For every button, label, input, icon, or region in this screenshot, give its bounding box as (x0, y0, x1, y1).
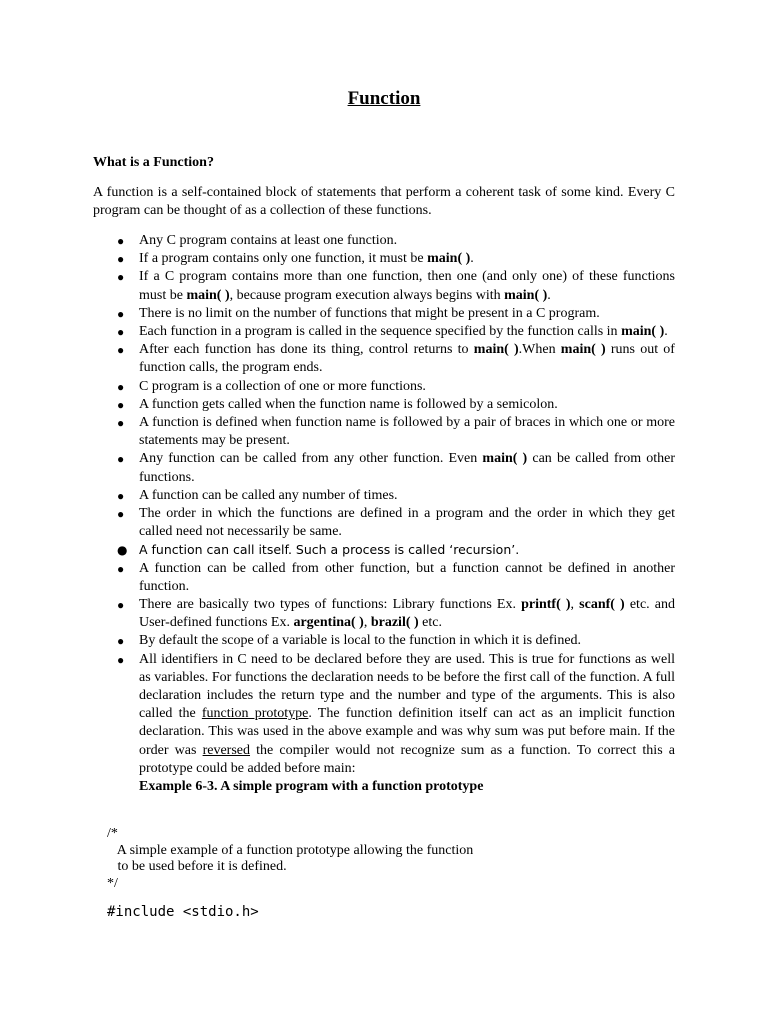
bullet-item (93, 487, 675, 505)
bullet-text: can be called from other functions. (139, 451, 675, 485)
bold-term: main( ) (473, 342, 519, 358)
page-title: Function (347, 88, 421, 109)
bullet-text: A function can call itself. Such a process is called ‘recursion’. (139, 542, 520, 558)
bullet-item (93, 232, 675, 250)
intro-paragraph: A function is a self-contained block of statements that perform a coherent task of some kind. Every C program can be thought of as a collection of these functions. (93, 185, 675, 218)
bullet-dot-icon: ● (117, 416, 125, 431)
bullet-item (93, 341, 675, 377)
bullet-dot-icon: ● (117, 252, 125, 267)
bullet-item (93, 268, 675, 304)
bullet-text: . (664, 324, 668, 340)
bullet-text: Any function can be called from any other function. Even (139, 451, 483, 467)
bullet-item (93, 323, 675, 341)
bullet-item (93, 596, 675, 632)
bullet-item (93, 651, 675, 797)
underlined-term: reversed (202, 742, 251, 758)
bullet-dot-icon: ● (117, 543, 128, 558)
bold-term: main( ) (186, 287, 230, 303)
bullet-text: etc. (418, 615, 442, 631)
section-heading: What is a Function? (93, 155, 214, 170)
bold-term: main( ) (482, 451, 528, 467)
bullet-item (93, 541, 675, 559)
bullet-dot-icon: ● (117, 397, 125, 412)
bullet-text: the compiler would not recognize sum as a function. To correct this a prototype could be added before main: (139, 742, 675, 776)
bullet-text: . (547, 287, 551, 303)
bullet-item (93, 378, 675, 396)
bullet-dot-icon: ● (117, 598, 125, 613)
underlined-term: function prototype (201, 706, 309, 722)
bold-term: scanf( ) (579, 597, 625, 613)
bold-term: printf( ) (521, 597, 571, 613)
bullet-text: , (570, 597, 580, 613)
bullet-text: , (363, 615, 371, 631)
bold-term: brazil( ) (370, 615, 419, 631)
bold-term: main( ) (560, 342, 606, 358)
bold-term: argentina( ) (293, 615, 364, 631)
bullet-text: Any C program contains at least one function. (139, 233, 398, 248)
bullet-dot-icon: ● (117, 561, 125, 576)
bullet-item (93, 632, 675, 650)
bullet-text: All identifiers in C need to be declared before they are used. This is true for functions as well as variables. For functions the declaration needs to be before the first call of the function. A full declaration includes the return type and the number and type of the arguments. This is also called the (139, 651, 675, 722)
bullet-item (93, 505, 675, 541)
bullet-text: . (470, 251, 474, 267)
bullet-item (93, 250, 675, 268)
example-caption: Example 6-3. A simple program with a function prototype (139, 779, 484, 795)
bullet-item (93, 396, 675, 414)
bold-term: main( ) (427, 251, 471, 267)
bullet-text: Each function in a program is called in the sequence specified by the function calls in (139, 324, 622, 340)
bullet-dot-icon: ● (117, 306, 125, 321)
bullet-text: .When (518, 342, 561, 358)
bullet-text: . The function definition itself can act as an implicit function declaration. This was used in the above example and was why sum was put before main. If the order was (139, 706, 675, 758)
bullet-dot-icon: ● (117, 634, 125, 649)
bullet-dot-icon: ● (117, 452, 125, 467)
bullet-list (93, 232, 675, 796)
bullet-dot-icon: ● (117, 343, 125, 358)
bullet-text: , because program execution always begins with (229, 287, 505, 303)
bold-term: main( ) (504, 287, 548, 303)
bullet-dot-icon: ● (117, 488, 125, 503)
bullet-dot-icon: ● (117, 379, 125, 394)
bullet-item (93, 560, 675, 596)
bullet-text: If a program contains only one function, it must be (139, 251, 428, 267)
bullet-dot-icon: ● (117, 325, 125, 340)
bullet-text: C program is a collection of one or more functions. (139, 378, 426, 394)
bullet-dot-icon: ● (117, 270, 125, 285)
bullet-dot-icon: ● (117, 507, 125, 522)
bullet-text: etc. and User-defined functions Ex. (139, 597, 675, 631)
bullet-text: A function gets called when the function name is followed by a semicolon. (139, 396, 558, 412)
bullet-text: runs out of function calls, the program ends. (139, 342, 675, 376)
bullet-dot-icon: ● (117, 652, 125, 667)
bullet-text: After each function has done its thing, control returns to (139, 342, 474, 358)
bullet-text: If a C program contains more than one function, then one (and only one) of these functions must be (139, 269, 675, 303)
bullet-text: A function can be called any number of times. (139, 487, 398, 503)
bullet-dot-icon: ● (117, 234, 125, 248)
bullet-text: There are basically two types of functions: Library functions Ex. (139, 597, 522, 613)
bullet-item (93, 305, 675, 323)
bold-term: main( ) (621, 324, 665, 340)
bullet-item (93, 450, 675, 486)
bullet-item (93, 414, 675, 450)
bullet-text: There is no limit on the number of functions that might be present in a C program. (139, 305, 600, 321)
code-comment: /* A simple example of a function prototype allowing the function to be used before it is defined. */ (107, 826, 474, 891)
bullet-text: A function is defined when function name is followed by a pair of braces in which one or more statements may be present. (139, 415, 675, 449)
bullet-text: The order in which the functions are defined in a program and the order in which they get called need not necessarily be same. (139, 506, 675, 540)
bullet-text: A function can be called from other function, but a function cannot be defined in another function. (139, 560, 675, 594)
bullet-text: By default the scope of a variable is local to the function in which it is defined. (139, 633, 582, 649)
code-include-line: #include <stdio.h> (107, 904, 259, 920)
